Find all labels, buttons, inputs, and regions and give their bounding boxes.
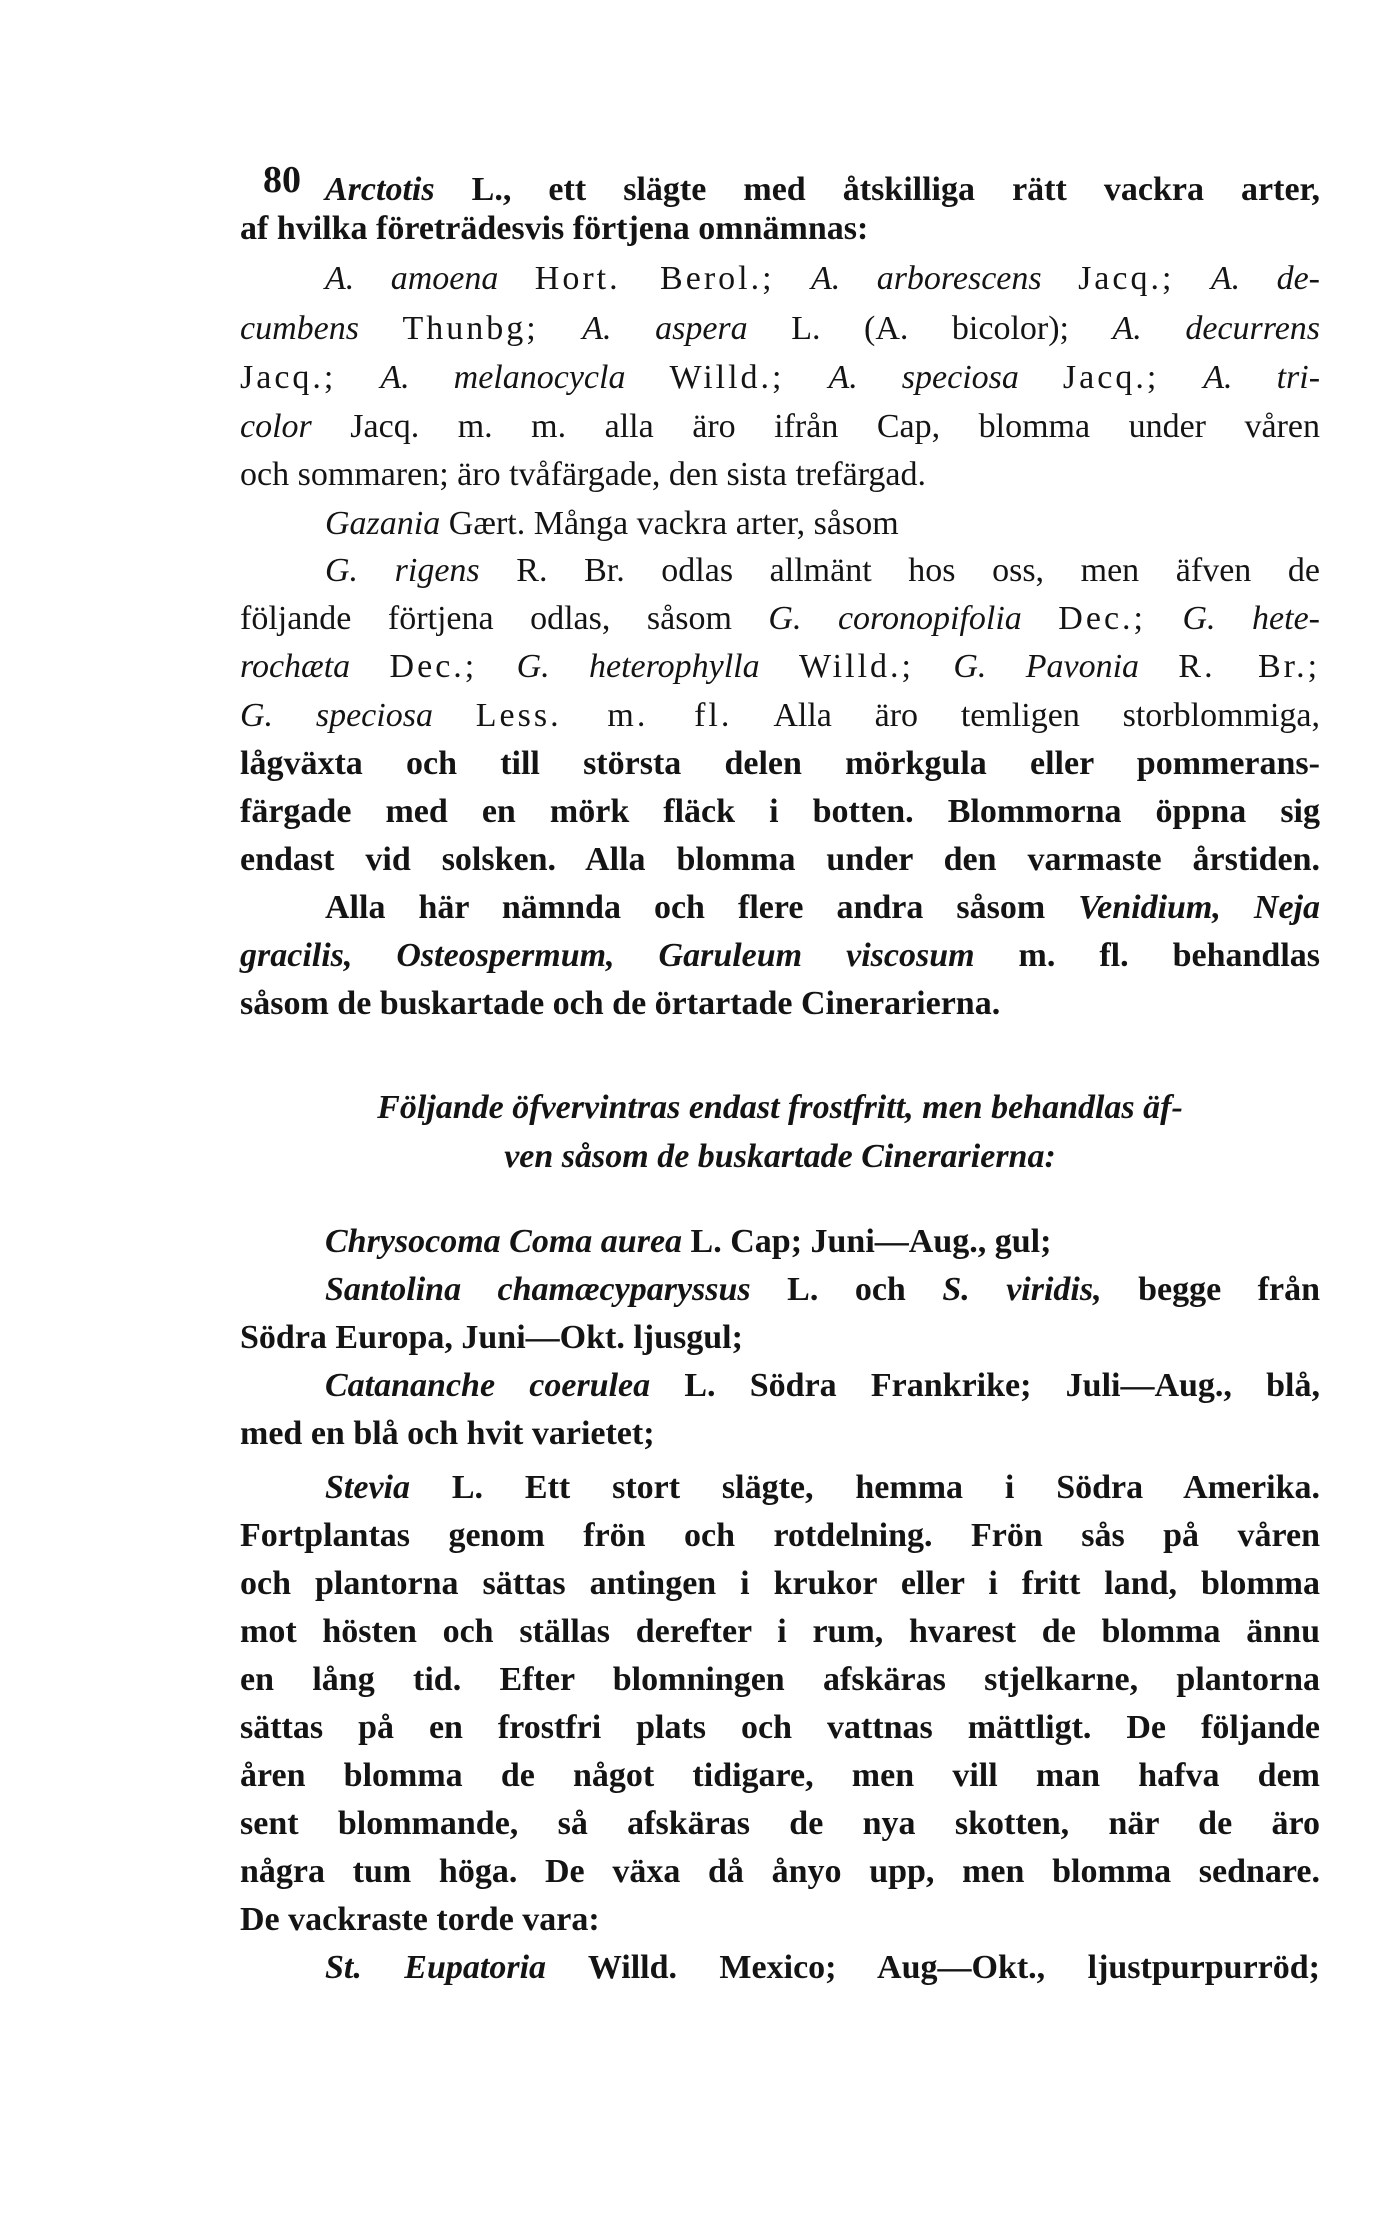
text-run: R. Br. odlas allmänt hos oss, men äfven de — [516, 552, 1320, 589]
genus-name: Arctotis — [325, 171, 435, 208]
species-name: G. Pavonia — [953, 648, 1140, 685]
genus-name: Stevia — [325, 1469, 410, 1506]
species-name: St. Eupatoria — [325, 1949, 547, 1986]
author: Dec.; — [389, 648, 478, 685]
author: Jacq.; — [1078, 260, 1175, 297]
text-run: L. och — [787, 1271, 906, 1308]
species-name: A. speciosa — [828, 359, 1019, 396]
species-name: Santolina chamæcyparyssus — [325, 1271, 751, 1308]
author: Less. m. fl. — [475, 697, 733, 734]
text-run: m. fl. behandlas — [1018, 937, 1321, 974]
text-run: begge från — [1138, 1271, 1320, 1308]
text-run: en lång tid. Efter blomningen afskäras stjelkarne, plantorna — [240, 1661, 1320, 1698]
species-name: color — [240, 408, 312, 445]
species-name: G. heterophylla — [516, 648, 760, 685]
species-name: A. melanocycla — [380, 359, 626, 396]
text-run: mot hösten och ställas derefter i rum, hvarest de blomma ännu — [240, 1613, 1320, 1650]
text-line — [240, 405, 1320, 449]
text-line — [240, 1802, 1320, 1846]
author: Dec.; — [1058, 600, 1146, 637]
text-run: af hvilka företrädesvis förtjena omnämnas: — [240, 210, 869, 247]
text-line — [240, 1754, 1320, 1798]
text-run: Södra Europa, Juni—Okt. ljusgul; — [240, 1319, 743, 1356]
species-name: A. de- — [1210, 260, 1320, 297]
text-line — [325, 1220, 1320, 1264]
species-name: G. coronopifolia — [768, 600, 1022, 637]
text-line — [240, 838, 1320, 882]
text-line — [240, 934, 1320, 978]
text-line — [240, 1562, 1320, 1606]
text-line — [240, 1316, 1320, 1360]
text-line — [325, 549, 1320, 593]
text-run: färgade med en mörk fläck i botten. Blommorna öppna sig — [240, 793, 1320, 830]
author: Hort. Berol.; — [534, 260, 775, 297]
text-run: Alla äro temligen storblommiga, — [773, 697, 1320, 734]
text-run: L. Ett stort slägte, hemma i Södra Amerika. — [451, 1469, 1320, 1506]
species-name: gracilis, Osteospermum, Garuleum viscosum — [240, 937, 975, 974]
text-run: och plantorna sättas antingen i krukor eller i fritt land, blomma — [240, 1565, 1320, 1602]
text-run: sent blommande, så afskäras de nya skotten, när de äro — [240, 1805, 1320, 1842]
text-run: sättas på en frostfri plats och vattnas mättligt. De följande — [240, 1709, 1320, 1746]
species-name: Venidium, Neja — [1078, 889, 1320, 926]
text-line — [240, 982, 1320, 1026]
text-line — [325, 1466, 1320, 1510]
text-run: Alla här nämnda och flere andra såsom — [325, 889, 1046, 926]
text-run: Gært. Många vackra arter, såsom — [448, 505, 899, 542]
text-line — [240, 207, 1320, 251]
text-run: Willd. Mexico; Aug—Okt., ljustpurpurröd; — [587, 1949, 1321, 1986]
species-name: A. tri- — [1203, 359, 1321, 396]
text-line — [240, 453, 1320, 497]
text-line — [240, 1412, 1320, 1456]
species-name: S. viridis, — [942, 1271, 1102, 1308]
text-run: L., ett slägte med åtskilliga rätt vackra arter, — [471, 171, 1321, 208]
author: Willd.; — [798, 648, 914, 685]
author: L. (A. bicolor); — [791, 310, 1069, 347]
species-name: A. arborescens — [810, 260, 1042, 297]
text-line — [325, 886, 1320, 930]
text-line — [240, 307, 1320, 351]
author: Thunbg; — [402, 310, 539, 347]
text-line — [240, 1706, 1320, 1750]
species-name: rochæta — [240, 648, 351, 685]
text-run: och sommaren; äro tvåfärgade, den sista trefärgad. — [240, 456, 927, 493]
text-line — [240, 356, 1320, 400]
text-line — [240, 645, 1320, 689]
text-run: Jacq. m. m. alla äro ifrån Cap, blomma under våren — [350, 408, 1320, 445]
page-number: 80 — [263, 159, 301, 201]
species-name: A. amoena — [325, 260, 499, 297]
species-name: A. decurrens — [1112, 310, 1321, 347]
text-run: såsom de buskartade och de örtartade Cinerarierna. — [240, 985, 1001, 1022]
text-run: De vackraste torde vara: — [240, 1901, 600, 1938]
author: R. Br.; — [1178, 648, 1321, 685]
text-line — [325, 502, 1320, 546]
text-line — [240, 790, 1320, 834]
text-line — [240, 1514, 1320, 1558]
text-line — [240, 742, 1320, 786]
section-heading-line: Följande öfvervintras endast frostfritt, men behandlas äf- — [377, 1089, 1183, 1126]
text-run: några tum höga. De växa då ånyo upp, men blomma sednare. — [240, 1853, 1320, 1890]
text-line — [240, 1658, 1320, 1702]
section-heading-line: ven såsom de buskartade Cinerarierna: — [504, 1138, 1056, 1175]
text-run: åren blomma de något tidigare, men vill man hafva dem — [240, 1757, 1320, 1794]
species-name: A. aspera — [582, 310, 748, 347]
author: Jacq.; — [1062, 359, 1160, 396]
text-line — [240, 1898, 1320, 1942]
species-name: Chrysocoma Coma aurea — [325, 1223, 683, 1260]
species-name: G. rigens — [325, 552, 480, 589]
species-name: G. hete- — [1182, 600, 1320, 637]
species-name: G. speciosa — [240, 697, 433, 734]
species-name: Catananche coerulea — [325, 1367, 651, 1404]
text-line — [240, 597, 1320, 641]
text-line — [325, 168, 1320, 212]
genus-name: Gazania — [325, 505, 441, 542]
author: Jacq.; — [240, 359, 337, 396]
text-run: endast vid solsken. Alla blomma under den varmaste årstiden. — [240, 841, 1320, 878]
text-line — [325, 1946, 1320, 1990]
author: Willd.; — [669, 359, 785, 396]
species-name: cumbens — [240, 310, 359, 347]
text-line — [325, 1268, 1320, 1312]
text-line — [325, 1364, 1320, 1408]
text-line — [240, 694, 1320, 738]
text-run: lågväxta och till största delen mörkgula eller pommerans- — [240, 745, 1320, 782]
text-run: L. Cap; Juni—Aug., gul; — [690, 1223, 1052, 1260]
text-line — [240, 1610, 1320, 1654]
text-line — [240, 1850, 1320, 1894]
text-run: följande förtjena odlas, såsom — [240, 600, 732, 637]
text-run: Fortplantas genom frön och rotdelning. Frön sås på våren — [240, 1517, 1320, 1554]
text-run: med en blå och hvit varietet; — [240, 1415, 655, 1452]
text-run: L. Södra Frankrike; Juli—Aug., blå, — [684, 1367, 1320, 1404]
text-line — [325, 257, 1320, 301]
